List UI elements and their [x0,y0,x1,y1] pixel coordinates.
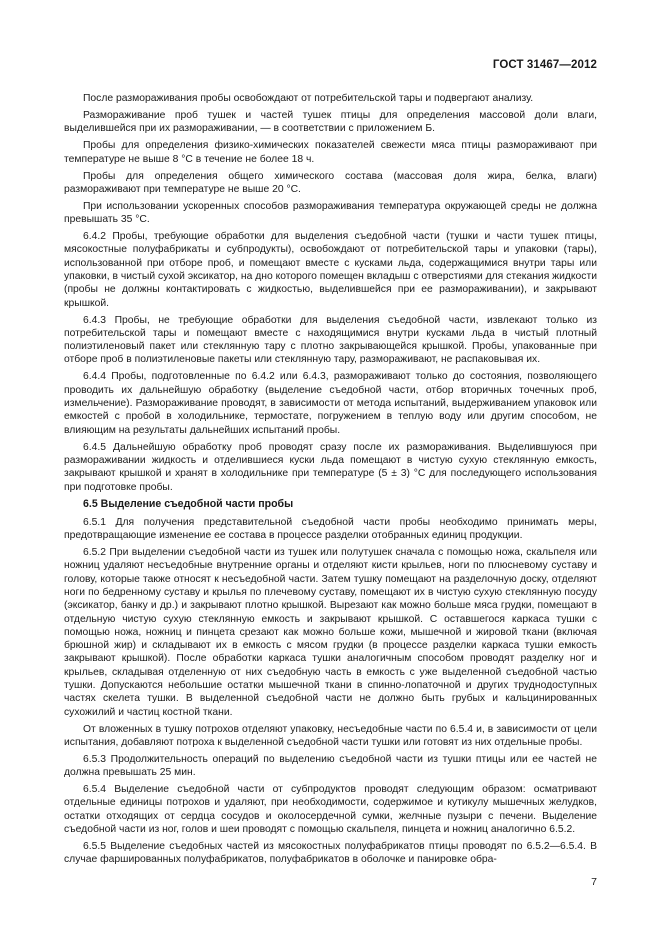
section-heading: 6.5 Выделение съедобной части пробы [83,497,294,510]
paragraph: Пробы для определения общего химического состава (массовая доля жира, белка, влаги) размораживают при температуре не выше 20 °С. [64,170,597,195]
paragraph: 6.5.3 Продолжительность операций по выделению съедобной части из тушки птицы или ее частей не должна превышать 25 мин. [64,753,597,779]
page-number: 7 [591,876,597,888]
paragraph: 6.5.1 Для получения представительной съедобной части пробы необходимо принимать меры, предотвращающие изменение ее состава в процессе разделки отобранных единиц продукции. [64,516,597,542]
document-header: ГОСТ 31467—2012 [492,59,597,71]
paragraph: 6.5.2 При выделении съедобной части из тушек или полутушек сначала с помощью ножа, скальпеля или ножниц удаляют несъедобные внутренние органы и отделяют кисти крыльев, ноги по плюсневому суставу и голову, которые также относят к несъедобной части. Затем тушку помещают на разделочную доску, отделяют ноги по бедренному суставу и крылья по плечевому суставу, помещают их в чистую сухую стеклянную посуду (эксикатор, банку и др.) и закрывают плотно крышкой. Вырезают как можно больше мяса грудки, помещают в отдельную чистую сухую стеклянную емкость и закрывают крышкой. С оставшегося каркаса тушки с помощью ножа, ножниц и пинцета срезают как можно больше кожи, мышечной и жировой ткани (включая брюшной жир) и складывают их в емкость с мясом грудки (в процессе разделки каркаса тушки емкость закрывают крышкой). После обработки каркаса тушки аналогичным способом проводят разделку ног и крыльев, складывая отделенную от них съедобную часть в емкость с уже выделенной съедобной частью тушки. Допускаются небольшие остатки мышечной ткани в спинно-лопаточной и других труднодоступных частях скелета тушки. В выделенной съедобной части не должно быть грубых и кальцинированных сухожилий и частиц костной ткани. [64,547,597,718]
paragraph-group-b [64,516,597,867]
paragraph: От вложенных в тушку потрохов отделяют упаковку, несъедобные части по 6.5.4 и, в зависимости от цели испытания, добавляют потроха к выделенной съедобной части тушки или готовят из них отдельные пробы. [64,723,597,748]
paragraph: Пробы для определения физико-химических показателей свежести мяса птицы размораживают при температуре не выше 8 °С в течение не более 18 ч. [64,140,597,165]
paragraph: Размораживание проб тушек и частей тушек птицы для определения массовой доли влаги, выделившейся при их размораживании, — в соответствии с приложением Б. [64,109,597,135]
document-body [64,92,597,870]
paragraph: 6.4.5 Дальнейшую обработку проб проводят сразу после их размораживания. Выделившуюся при размораживании жидкость и отделившиеся куски льда помещают в чистую сухую стеклянную емкость, закрывают крышкой и хранят в холодильнике при температуре (5 ± 3) °С для последующего использования при подготовке пробы. [64,441,597,493]
paragraph: После размораживания пробы освобождают от потребительской тары и подвергают анализу. [83,93,534,104]
paragraph: 6.4.3 Пробы, не требующие обработки для выделения съедобной части, извлекают только из потребительской тары и помещают вместе с находящимися внутри кусками льда в чистый плотный полиэтиленовый пакет или стеклянную тару с плотно закрывающейся крышкой. Пробы, упакованные при отборе проб в полиэтиленовые пакеты или стеклянную тару, размораживают, не распаковывая их. [64,314,597,366]
paragraph-group-a [64,92,597,494]
paragraph: 6.5.4 Выделение съедобной части от субпродуктов проводят следующим образом: осматривают отдельные единицы потрохов и удаляют, при необходимости, содержимое и кутикулу мышечных желудков, остатки отходящих от сердца сосудов и околосердечной сумки, желчные пузыри с печени. Выделение съедобной части из ног, голов и шеи проводят с помощью скальпеля, пинцета и ножниц аналогично 6.5.2. [64,784,597,836]
paragraph: При использовании ускоренных способов размораживания температура окружающей среды не должна превышать 35 °С. [64,200,597,226]
paragraph: 6.4.2 Пробы, требующие обработки для выделения съедобной части (тушки и части тушек птицы, мясокостные полуфабрикаты и субпродукты), освобождают от потребительской тары и упаковки (тары), использованной при отборе проб, и помещают вместе с кусками льда, содержащимися внутри тары или упаковки, в чистый сухой эксикатор, на дно которого помещен вкладыш с отверстиями для стекания жидкости (пробы не должны контактировать с жидкостью, выделившейся при ее размораживании), и закрывают крышкой. [64,231,597,309]
paragraph: 6.4.4 Пробы, подготовленные по 6.4.2 или 6.4.3, размораживают только до состояния, позволяющего проводить их дальнейшую обработку (выделение съедобной части, отбор вторичных точечных проб, измельчение). Размораживание проводят, в зависимости от метода испытаний, выдерживанием упаковок или емкостей с пробой в холодильнике, термостате, погружением в теплую воду или другим способом, не влияющим на результаты дальнейших испытаний пробы. [64,371,597,436]
paragraph: 6.5.5 Выделение съедобных частей из мясокостных полуфабрикатов птицы проводят по 6.5.2—6.5.4. В случае фаршированных полуфабрикатов, полуфабрикатов в оболочке и панировке обра- [64,841,597,866]
